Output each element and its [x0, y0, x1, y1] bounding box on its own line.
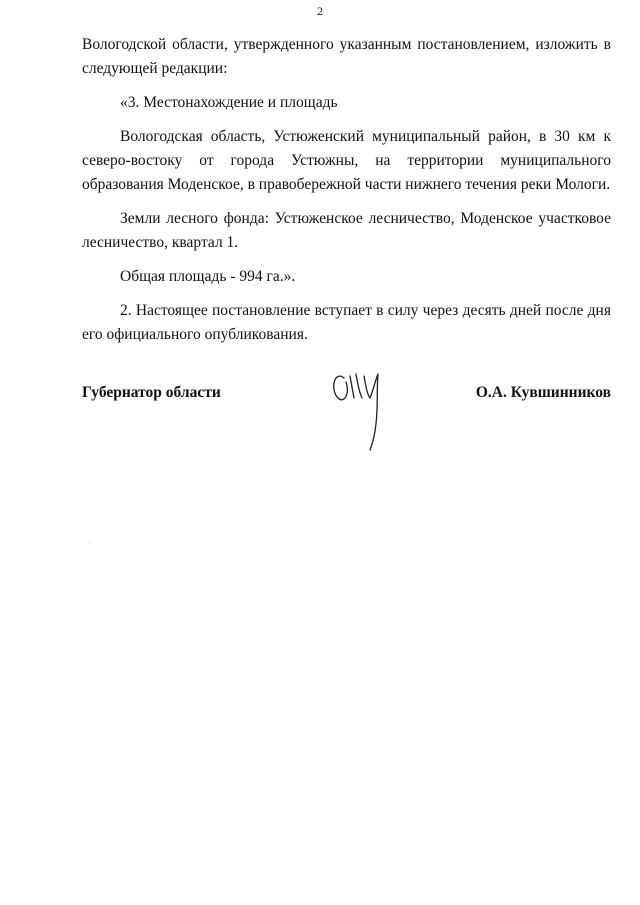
signatory-title: Губернатор области — [82, 384, 221, 401]
page-number: 2 — [317, 4, 323, 18]
paragraph-section-heading: «3. Местонахождение и площадь — [120, 94, 338, 111]
signatory-name: О.А. Кувшинников — [475, 384, 611, 401]
scan-speck — [89, 542, 90, 543]
paragraph-forest-lands: Земли лесного фонда: Устюженское лесничество, Моденское участковое лесничество, квартал 1. — [82, 210, 611, 251]
paragraph-continuation: Вологодской области, утвержденного указанным постановлением, изложить в следующей редакции: — [82, 36, 611, 77]
signature-block — [82, 384, 611, 474]
handwritten-signature — [330, 364, 400, 454]
paragraph-location: Вологодская область, Устюженский муниципальный район, в 30 км к северо-востоку от города Устюжны, на территории муниципального образования Моденское, в правобережной части нижнего течения реки Мологи. — [82, 128, 611, 193]
paragraph-effective-date: 2. Настоящее постановление вступает в силу через десять дней после дня его официального опубликования. — [82, 302, 611, 343]
document-body — [82, 33, 611, 357]
paragraph-total-area: Общая площадь - 994 га.». — [120, 268, 296, 285]
